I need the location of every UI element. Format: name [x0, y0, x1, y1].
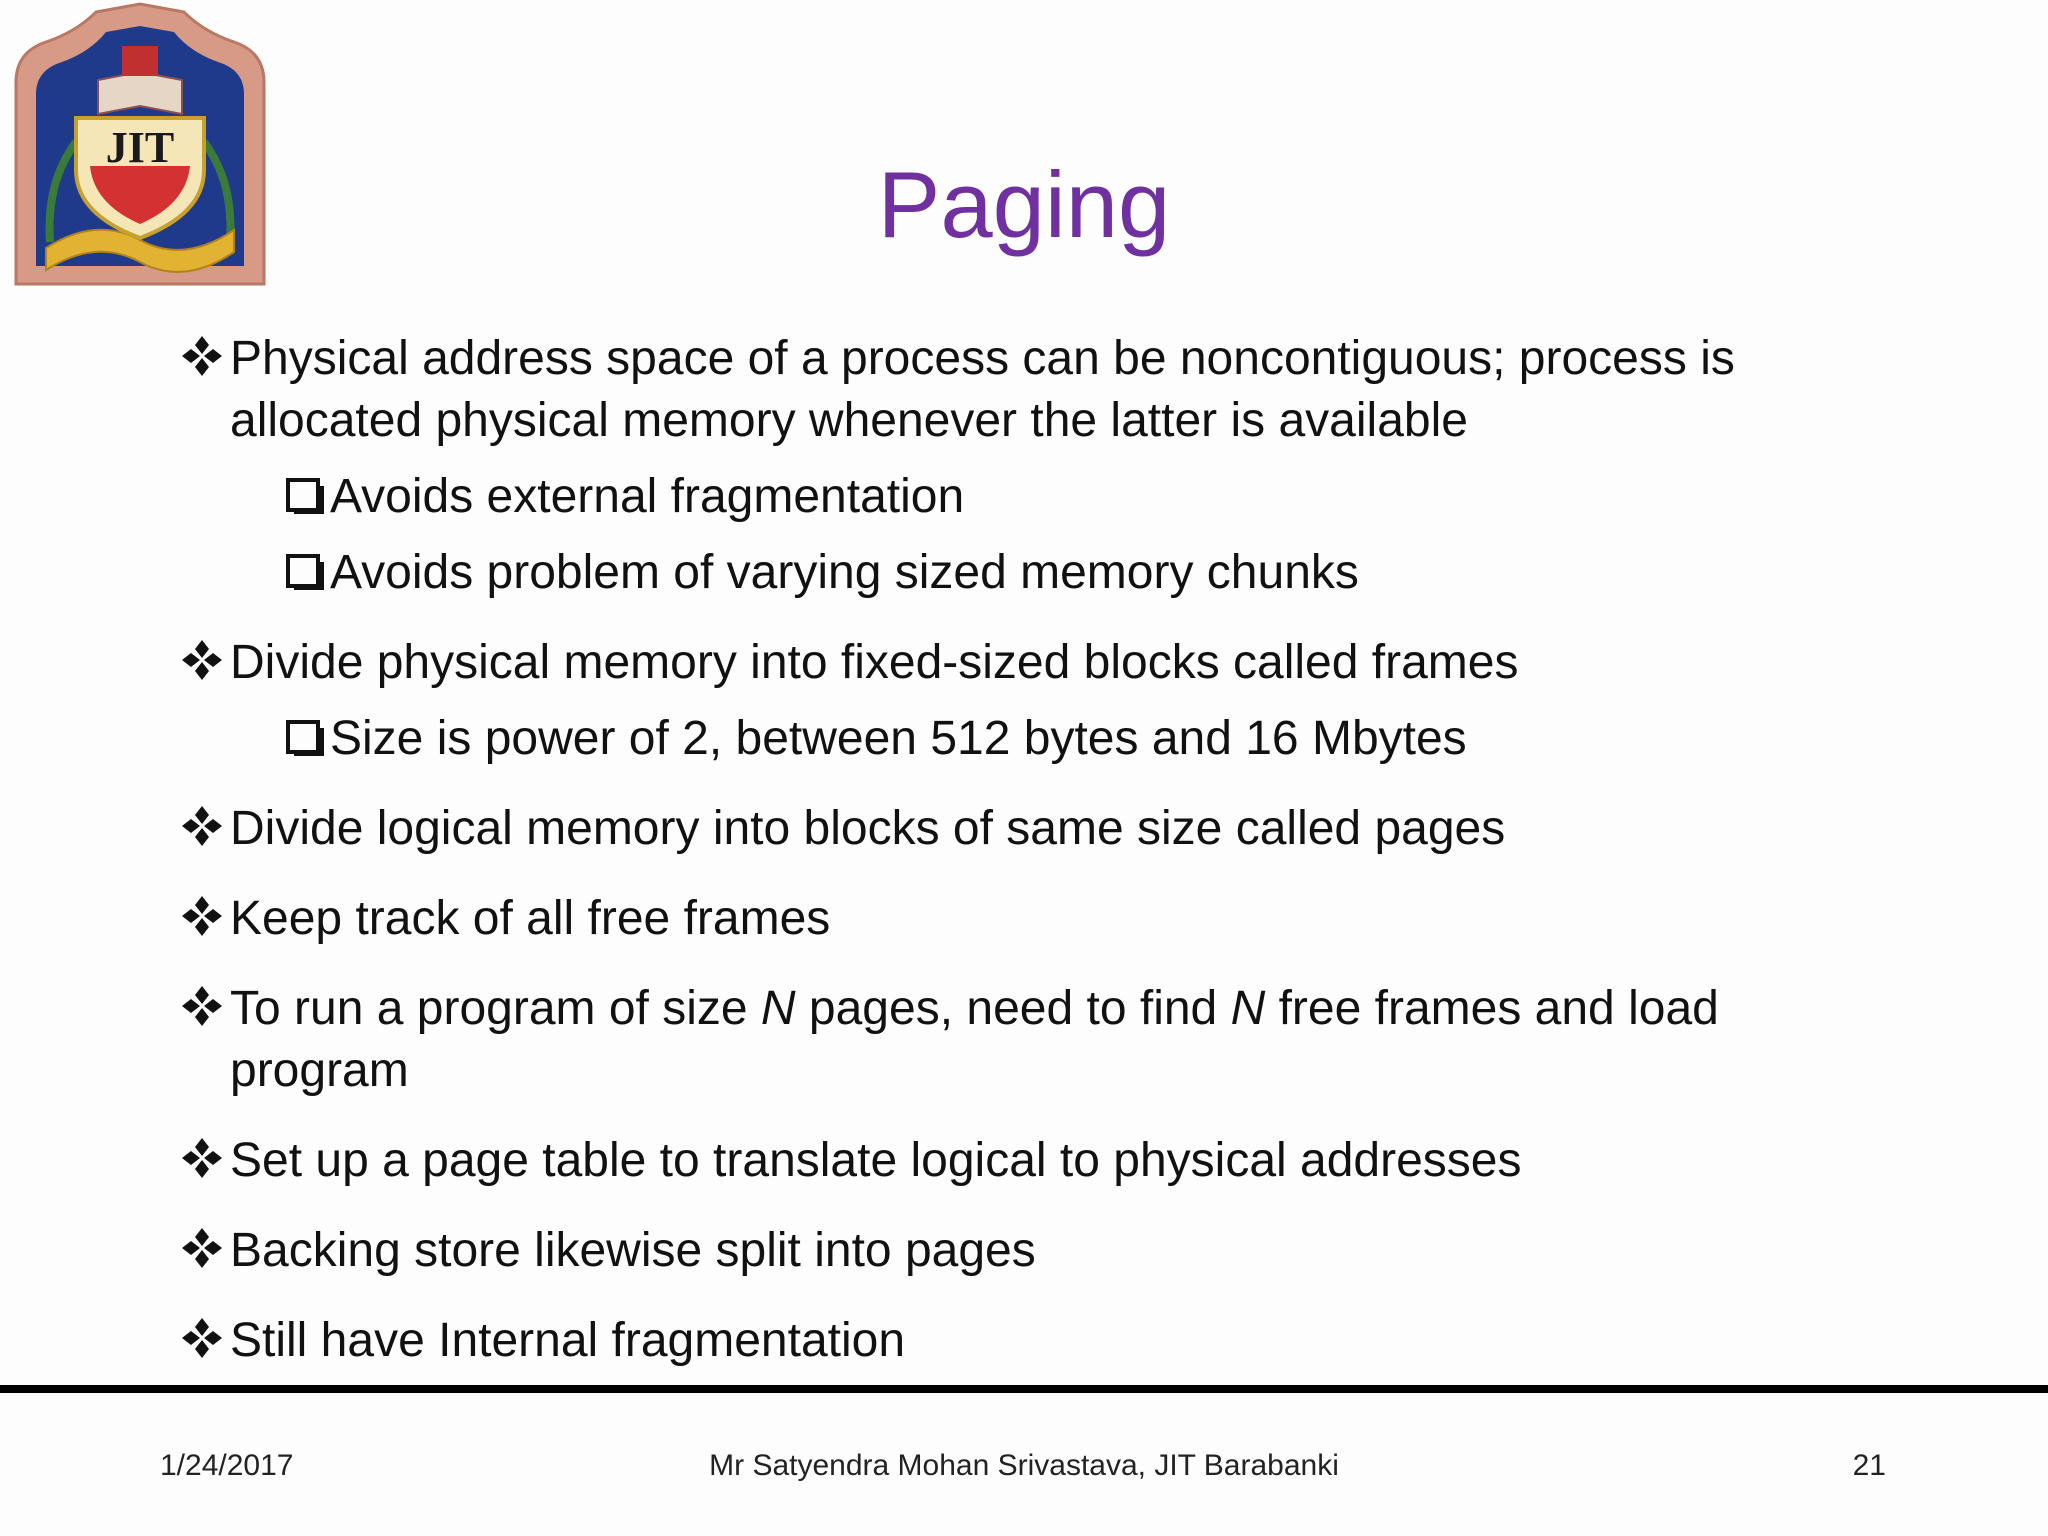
sub-bullet-text: Avoids problem of varying sized memory chunks	[330, 546, 1359, 599]
checkbox-bullet-icon	[286, 720, 324, 758]
bullet-item	[180, 888, 1900, 950]
slide-number: 21	[1852, 1449, 1886, 1482]
bullet-item	[180, 798, 1900, 860]
bullet-item	[180, 978, 1900, 1102]
bullet-item	[180, 1130, 1900, 1192]
diamond-bullet-icon	[180, 804, 224, 848]
diamond-bullet-icon	[180, 1136, 224, 1180]
bullet-text-part: N	[760, 982, 796, 1035]
footer-divider	[0, 1385, 2048, 1393]
sub-bullet-text: Avoids external fragmentation	[330, 470, 965, 523]
bullet-text: Backing store likewise split into pages	[230, 1224, 1036, 1277]
sub-bullet-item	[180, 708, 1900, 770]
sub-bullet-item	[180, 542, 1900, 604]
bullet-text-part: pages, need to find	[795, 982, 1231, 1035]
bullet-item	[180, 1220, 1900, 1282]
footer-author: Mr Satyendra Mohan Srivastava, JIT Barabanki	[709, 1449, 1339, 1482]
bullet-text: Divide physical memory into fixed-sized blocks called frames	[230, 636, 1519, 689]
diamond-bullet-icon	[180, 334, 224, 378]
bullet-text-part: free frames and load program	[230, 982, 1719, 1097]
checkbox-bullet-icon	[286, 478, 324, 516]
bullet-list	[180, 328, 1900, 1372]
diamond-bullet-icon	[180, 984, 224, 1028]
bullet-text-part: To run a program of size	[230, 982, 761, 1035]
bullet-text: Physical address space of a process can be noncontiguous; process is allocated physical memory whenever the latter is available	[230, 332, 1735, 447]
diamond-bullet-icon	[180, 894, 224, 938]
sub-bullet-text: Size is power of 2, between 512 bytes and 16 Mbytes	[330, 712, 1467, 765]
diamond-bullet-icon	[180, 1316, 224, 1360]
bullet-item	[180, 632, 1900, 694]
bullet-item	[180, 1310, 1900, 1372]
checkbox-bullet-icon	[286, 554, 324, 592]
footer-date: 1/24/2017	[160, 1449, 294, 1482]
slide-title: Paging	[877, 152, 1171, 257]
bullet-text: Keep track of all free frames	[230, 892, 831, 945]
diamond-bullet-icon	[180, 1226, 224, 1270]
diamond-bullet-icon	[180, 638, 224, 682]
svg-text:JIT: JIT	[105, 123, 175, 172]
sub-bullet-item	[180, 466, 1900, 528]
bullet-text-part: N	[1230, 982, 1266, 1035]
bullet-text: Still have Internal fragmentation	[230, 1314, 906, 1367]
bullet-text: Divide logical memory into blocks of same size called pages	[230, 802, 1506, 855]
bullet-item	[180, 328, 1900, 452]
bullet-text: Set up a page table to translate logical to physical addresses	[230, 1134, 1522, 1187]
